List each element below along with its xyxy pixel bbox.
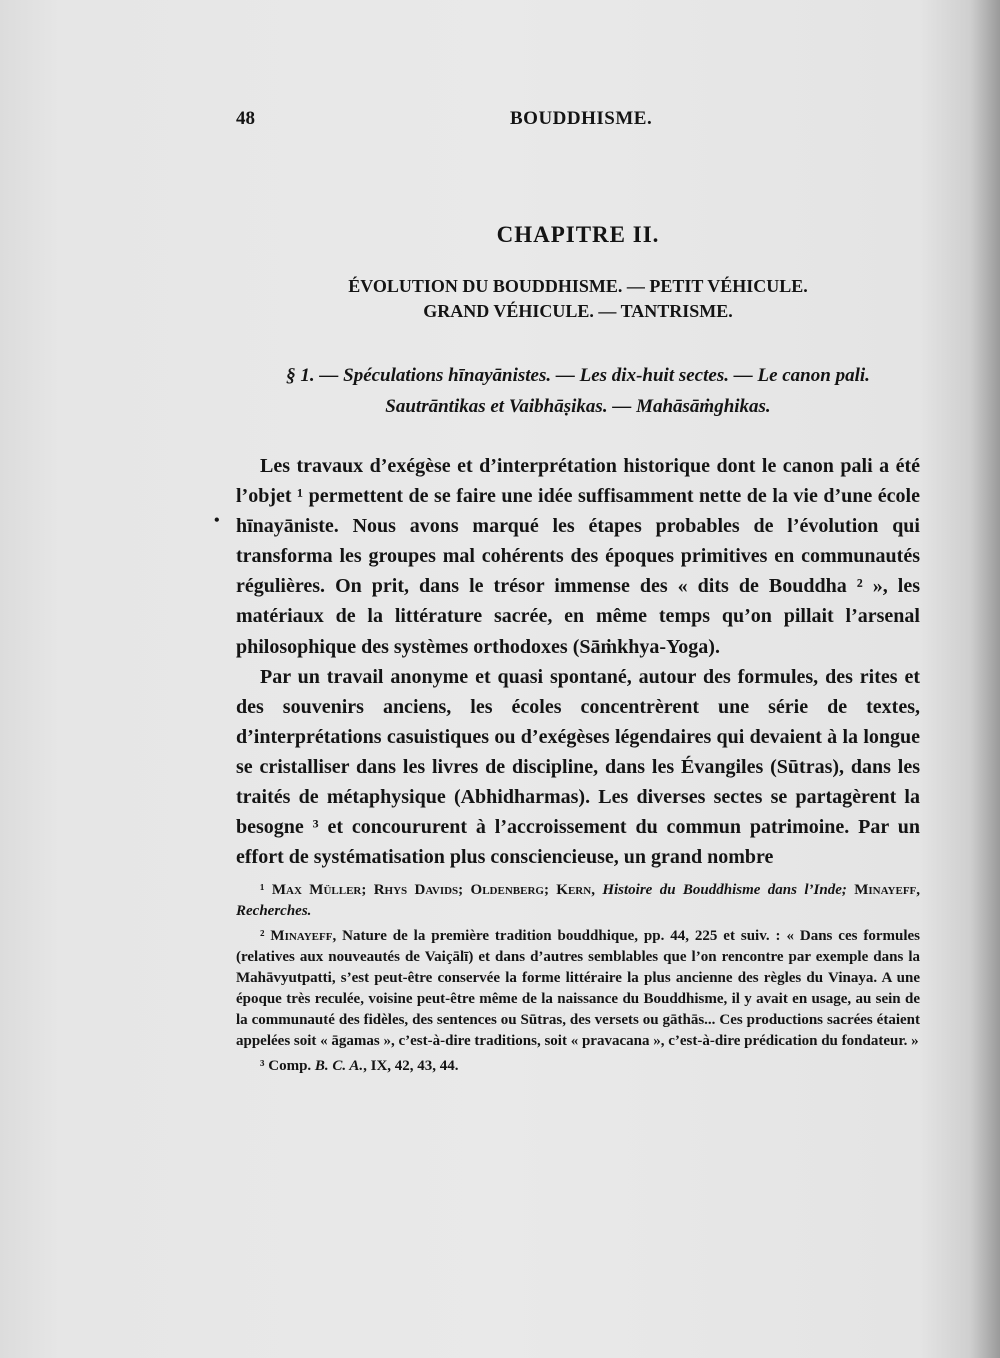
footnote-2-text: Nature de la première tradition bouddhique, pp. 44, 225 et suiv. : « Dans ces formules (relatives aux nouveautés de Vaiçālī) et dans d’autres semblables que l’on rencontre par exemple dans la Mahāvyutpatti, s’est peut-être conservée la forme littéraire la plus ancienne des règles du Vinaya. A une époque très reculée, voisine peut-être même de la naissance du Bouddhisme, il y avait en usage, au sein de la communauté des fidèles, des sentences ou Sūtras, des versets ou gāthās... Ces productions sacrées étaient appelées soit « āgamas », c’est-à-dire traditions, soit « pravacana », c’est-à-dire prédication du fondateur. » [236, 928, 921, 1049]
chapter-subtitle [236, 274, 920, 324]
running-head [236, 108, 920, 138]
footnote-3 [236, 1056, 920, 1077]
footnote-1 [236, 880, 920, 922]
section-heading-line-1: § 1. — Spéculations hīnayānistes. — Les dix-huit sectes. — Le canon pali. [286, 365, 870, 386]
footnote-3-marker: ³ [260, 1058, 265, 1074]
section-heading [236, 360, 920, 422]
body-text [236, 451, 920, 872]
running-title: BOUDDHISME. [510, 108, 653, 129]
footnotes [236, 880, 920, 1081]
footnote-1-title-2: Recherches. [236, 903, 312, 919]
footnote-1-marker: ¹ [260, 882, 265, 898]
section-heading-line-2: Sautrāntikas et Vaibhāṣikas. — Mahāsāṁghikas. [385, 396, 771, 417]
chapter-subtitle-line-2: GRAND VÉHICULE. — TANTRISME. [423, 301, 733, 321]
footnote-2-author: Minayeff, [270, 928, 337, 944]
footnote-2-marker: ² [260, 928, 265, 944]
footnote-1-title: Histoire du Bouddhisme dans l’Inde; [602, 882, 847, 898]
footnote-3-text: , IX, 42, 43, 44. [363, 1058, 459, 1074]
page-number: 48 [236, 108, 255, 129]
margin-mark: • [214, 512, 220, 529]
footnote-2 [236, 926, 920, 1052]
paragraph-2: Par un travail anonyme et quasi spontané, autour des formules, des rites et des souvenirs anciens, les écoles concentrèrent une série de textes, d’interprétations casuistiques ou d’exégèses légendaires qui devaient à la longue se cristalliser dans les livres de discipline, dans les Évangiles (Sūtras), dans les traités de métaphysique (Abhidharmas). Les diverses sectes se partagèrent la besogne ³ et concoururent à l’accroissement du commun patrimoine. Par un effort de systématisation plus consciencieuse, un grand nombre [236, 665, 920, 869]
footnote-3-ref: B. C. A. [314, 1058, 364, 1074]
chapter-title: CHAPITRE II. [496, 222, 660, 247]
footnote-3-prefix: Comp. [268, 1058, 312, 1074]
chapter-subtitle-line-1: ÉVOLUTION DU BOUDDHISME. — PETIT VÉHICULE. [348, 276, 808, 296]
footnote-1-author-2: Minayeff, [854, 882, 921, 898]
footnote-1-authors: Max Müller; Rhys Davids; Oldenberg; Kern, [271, 882, 595, 898]
paragraph-1: Les travaux d’exégèse et d’interprétation historique dont le canon pali a été l’objet ¹ permettent de se faire une idée suffisamment nette de la vie d’une école hīnayāniste. Nous avons marqué les étapes probables de l’évolution qui transforma les groupes mal cohérents des époques primitives en communautés régulières. On prit, dans le trésor immense des « dits de Bouddha ² », les matériaux de la littérature sacrée, en même temps qu’on pillait l’arsenal philosophique des systèmes orthodoxes (Sāṁkhya-Yoga). [236, 455, 920, 658]
